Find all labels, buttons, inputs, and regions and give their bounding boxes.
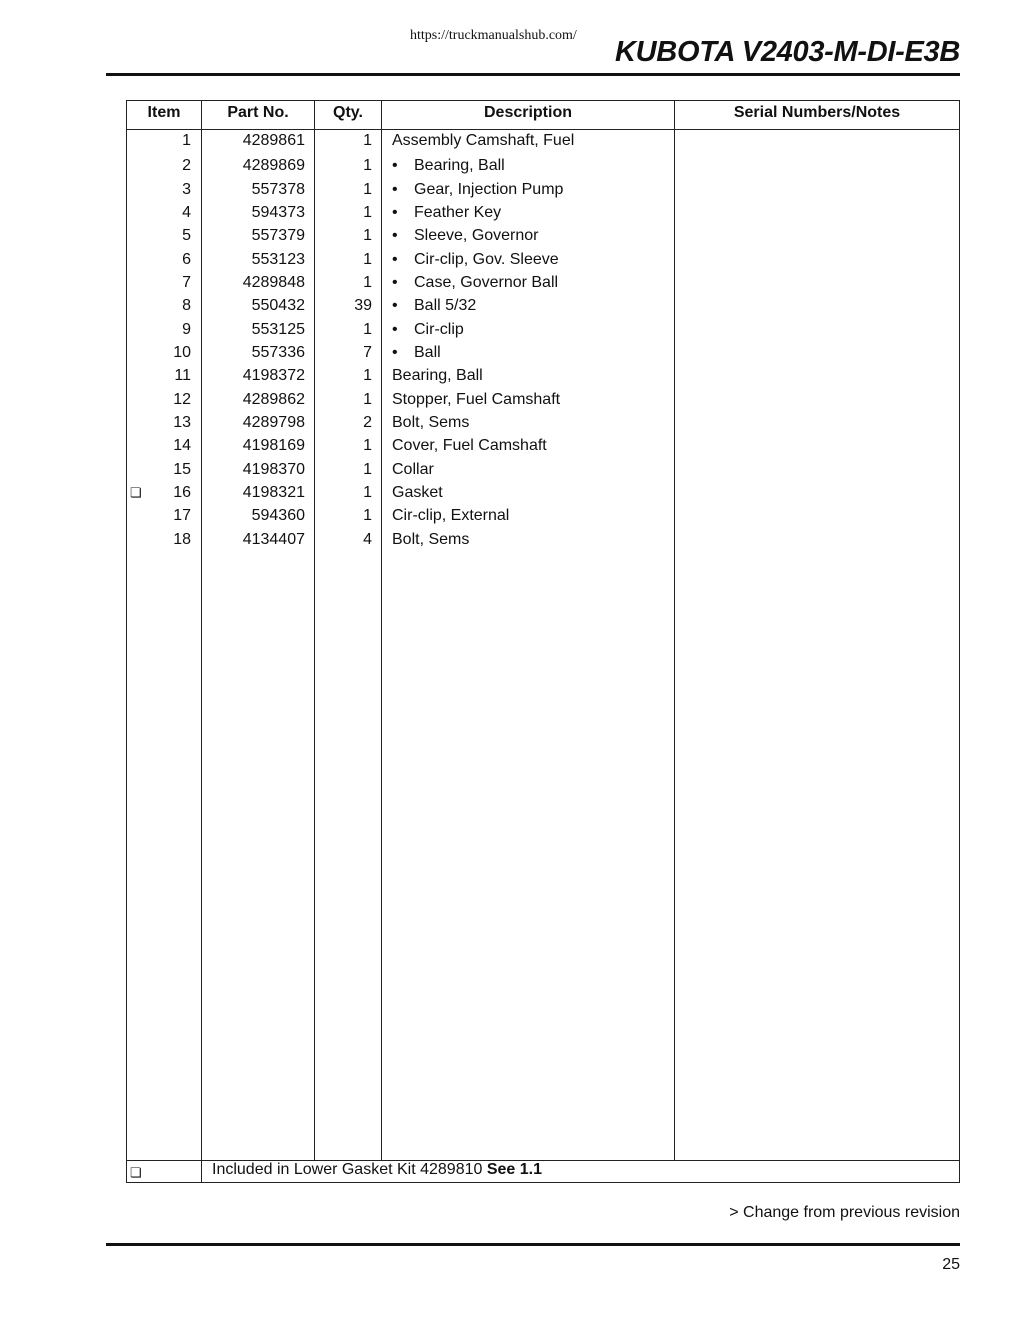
table-row [127, 391, 959, 414]
description-text: Ball [414, 344, 441, 361]
description-text: Assembly Camshaft, Fuel [392, 132, 575, 149]
bullet-marker: • [392, 274, 398, 291]
description [392, 297, 672, 315]
description-text: Cover, Fuel Camshaft [392, 437, 547, 454]
quantity: 1 [363, 437, 372, 454]
item-number: 6 [182, 251, 191, 268]
description [392, 367, 672, 385]
part-number: 557336 [251, 344, 305, 361]
bullet-marker: • [392, 297, 398, 314]
part-number: 594373 [251, 204, 305, 221]
table-row [127, 251, 959, 274]
description-text: Bolt, Sems [392, 414, 470, 431]
item-number: 18 [173, 531, 191, 548]
quantity: 7 [363, 344, 372, 361]
description-text: Collar [392, 461, 434, 478]
revision-note: > Change from previous revision [729, 1204, 960, 1221]
footnote-text: Included in Lower Gasket Kit 4289810 [212, 1161, 487, 1178]
description [392, 484, 672, 502]
description [392, 321, 672, 339]
quantity: 1 [363, 321, 372, 338]
quantity: 1 [363, 274, 372, 291]
bullet-marker: • [392, 181, 398, 198]
item-number: 13 [173, 414, 191, 431]
item-number: 11 [174, 367, 191, 384]
table-row [127, 507, 959, 530]
description-text: Bearing, Ball [392, 367, 483, 384]
source-url[interactable]: https://truckmanualshub.com/ [410, 28, 577, 43]
part-number: 557379 [251, 227, 305, 244]
table-row [127, 321, 959, 344]
header-rule [106, 73, 960, 76]
description [392, 132, 672, 150]
quantity: 1 [363, 181, 372, 198]
part-number: 4198372 [242, 367, 305, 384]
table-row [127, 484, 959, 507]
table-row [127, 367, 959, 390]
part-number: 4198169 [242, 437, 305, 454]
parts-table [126, 100, 960, 1183]
bullet-marker: • [392, 157, 398, 174]
bullet-marker: • [392, 204, 398, 221]
description-text: Bearing, Ball [414, 157, 505, 174]
part-number: 553125 [251, 321, 305, 338]
quantity: 1 [363, 367, 372, 384]
bullet-marker: • [392, 344, 398, 361]
description [392, 157, 672, 175]
description [392, 274, 672, 292]
quantity: 1 [363, 507, 372, 524]
description [392, 204, 672, 222]
quantity: 1 [363, 157, 372, 174]
bullet-marker: • [392, 321, 398, 338]
part-number: 4289869 [242, 157, 305, 174]
item-number: 10 [173, 344, 191, 361]
item-number: 2 [182, 157, 191, 174]
part-number: 4134407 [242, 531, 305, 548]
quantity: 4 [363, 531, 372, 548]
column-header-item: Item [147, 104, 181, 121]
description-text: Case, Governor Ball [414, 274, 559, 291]
description-text: Cir-clip [414, 321, 464, 338]
item-number: 5 [182, 227, 191, 244]
table-row [127, 157, 959, 180]
table-row [127, 437, 959, 460]
table-row [127, 204, 959, 227]
part-number: 4198321 [242, 484, 305, 501]
header-divider [127, 129, 959, 130]
description-text: Ball 5/32 [414, 297, 477, 314]
table-row [127, 414, 959, 437]
part-number: 4289848 [242, 274, 305, 291]
table-row [127, 274, 959, 297]
checkbox-symbol: ❏ [130, 1165, 142, 1180]
footnote [212, 1161, 542, 1179]
quantity: 1 [363, 251, 372, 268]
quantity: 1 [363, 132, 372, 149]
part-number: 594360 [251, 507, 305, 524]
description-text: Feather Key [414, 204, 502, 221]
table-row [127, 461, 959, 484]
description [392, 414, 672, 432]
checkbox-symbol: ❏ [130, 485, 142, 500]
item-number: 16 [173, 484, 191, 501]
description-text: Bolt, Sems [392, 531, 470, 548]
description [392, 531, 672, 549]
footer-rule [106, 1243, 960, 1246]
description [392, 181, 672, 199]
item-number: 8 [182, 297, 191, 314]
description [392, 391, 672, 409]
description-text: Cir-clip, Gov. Sleeve [414, 251, 559, 268]
item-number: 12 [173, 391, 191, 408]
part-number: 4289861 [242, 132, 305, 149]
page-number: 25 [942, 1256, 960, 1273]
bullet-marker: • [392, 227, 398, 244]
description-text: Gasket [392, 484, 443, 501]
quantity: 1 [363, 484, 372, 501]
table-row [127, 297, 959, 320]
description-text: Gear, Injection Pump [414, 181, 564, 198]
part-number: 557378 [251, 181, 305, 198]
item-number: 14 [173, 437, 191, 454]
quantity: 39 [354, 297, 372, 314]
table-row [127, 227, 959, 250]
description [392, 461, 672, 479]
column-header-description: Description [483, 104, 572, 121]
document-title: KUBOTA V2403-M-DI-E3B [615, 36, 960, 68]
part-number: 550432 [251, 297, 305, 314]
quantity: 2 [363, 414, 372, 431]
column-header-qty: Qty. [333, 104, 363, 121]
part-number: 4289862 [242, 391, 305, 408]
column-header-part-no: Part No. [227, 104, 289, 121]
description [392, 507, 672, 525]
item-number: 1 [182, 132, 191, 149]
description [392, 227, 672, 245]
description-text: Stopper, Fuel Camshaft [392, 391, 561, 408]
table-row [127, 344, 959, 367]
table-row [127, 132, 959, 155]
description-text: Cir-clip, External [392, 507, 510, 524]
item-number: 15 [173, 461, 191, 478]
bullet-marker: • [392, 251, 398, 268]
item-number: 3 [182, 181, 191, 198]
item-number: 7 [182, 274, 191, 291]
item-number: 9 [182, 321, 191, 338]
table-row [127, 181, 959, 204]
item-number: 4 [182, 204, 191, 221]
part-number: 553123 [251, 251, 305, 268]
quantity: 1 [363, 227, 372, 244]
column-header-notes: Serial Numbers/Notes [733, 104, 901, 121]
part-number: 4289798 [242, 414, 305, 431]
description [392, 251, 672, 269]
quantity: 1 [363, 391, 372, 408]
description [392, 437, 672, 455]
description-text: Sleeve, Governor [414, 227, 539, 244]
description [392, 344, 672, 362]
quantity: 1 [363, 204, 372, 221]
quantity: 1 [363, 461, 372, 478]
item-number: 17 [173, 507, 191, 524]
table-row [127, 531, 959, 554]
footnote-reference: See 1.1 [486, 1161, 542, 1178]
part-number: 4198370 [242, 461, 305, 478]
